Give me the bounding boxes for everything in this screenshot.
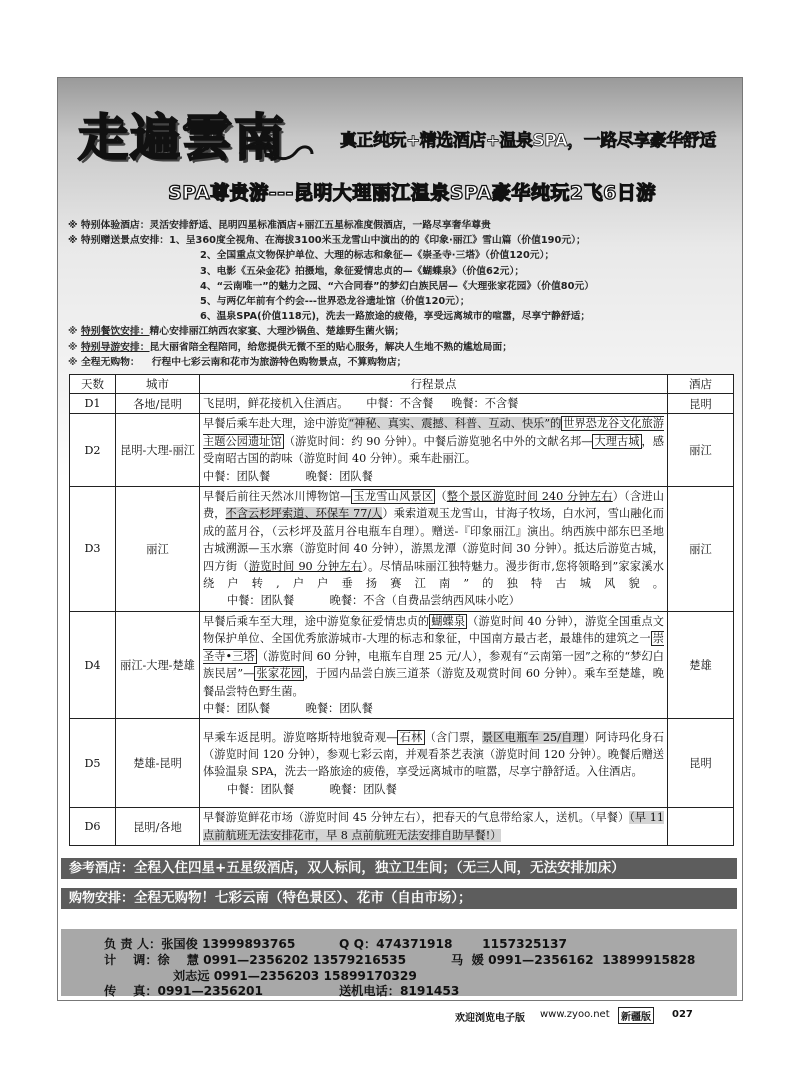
tour-title: SPA尊贵游---昆明大理丽江温泉SPA豪华纯玩2飞6日游 <box>168 182 656 204</box>
logo-title: 走遍雲南 <box>78 109 286 167</box>
note-gift-2: 2、全国重点文物保护单位、大理的标志和象征—《崇圣寺·三塔》（价值120元）； <box>200 250 555 262</box>
table-row: D4 丽江-大理-楚雄 早餐后乘车至大理，途中游览象征爱情忠贞的 蝴蝶泉 （游览时间 40 分钟），游览全国重点文物保护单位、全国优秀旅游城市-大理的标志和象征，中国南方最古老，最雄伟的建筑之一 崇圣寺•三塔 （游览时间 60 分钟，电瓶车自理 25 元/人），参观有“云南第一园”之称的“梦幻白族民居”— 张家花园 ，于园内品尝白族三道茶（游览及观赏时间 60 分钟）。乘车至楚雄，晚餐品尝特色野生菌。 中餐：团队餐 晚餐：团队餐 楚雄 <box>70 611 734 718</box>
note-gift-6: 6、温泉SPA(价值118元)，洗去一路旅途的疲倦，享受远离城市的喧嚣，尽享宁静舒适； <box>200 311 591 323</box>
contact-coordinator-3: 刘志远 0991—2356203 15899170329 <box>173 969 417 983</box>
header-city: 城市 <box>116 375 200 394</box>
note-guide: ※ 特别导游安排：昆大丽省陪全程陪同，给您提供无微不至的贴心服务，解决人生地不熟的尴尬局面； <box>68 341 512 353</box>
page-number: 027 <box>672 1009 693 1020</box>
attraction-box: 崇圣寺•三塔 <box>203 632 664 663</box>
note-shopping: ※ 全程无购物： 行程中七彩云南和花市为旅游特色购物景点，不算购物店； <box>68 356 407 368</box>
table-row: D1 各地/昆明 飞昆明，鲜花接机入住酒店。 中餐：不含餐 晚餐：不含餐 昆明 <box>70 394 734 414</box>
contact-send-off-phone: 送机电话：8191453 <box>339 984 460 998</box>
contact-qq: Q Q：474371918 1157325137 <box>339 937 567 951</box>
contact-lead: 负 责 人：张国俊 13999893765 <box>104 937 296 951</box>
attraction-box: 石林 <box>399 730 423 744</box>
header-hotel: 酒店 <box>668 375 734 394</box>
day-itinerary: 早餐后前往天然冰川博物馆— 玉龙雪山风景区 （整个景区游览时间 240 分钟左右）（含进山费，不含云杉坪索道、环保车 77/人）乘索道观玉龙雪山，甘海子牧场，白水河，雪山融化而成的蓝月谷，（云杉坪及蓝月谷电瓶车自理）。赠送-『印象丽江』演出。纳西族中部东巴圣地古城溯源—玉水寨（游览时间 40 分钟），游黑龙潭（游览时间 30 分钟）。抵达后游览古城，四方街（游览时间 90 分钟左右）。尽情品味丽江独特魅力。漫步街市,您将领略到”家家溪水绕户转,户户垂扬赛江南”的独特古城风貌。中餐：团队餐 晚餐：不含（自费品尝纳西风味小吃） <box>200 487 668 612</box>
table-row: D2 昆明-大理-丽江 早餐后乘车赴大理，途中游览“神秘、真实、震撼、科普、互动、快乐”的 世界恐龙谷文化旅游主题公园遗址馆 （游览时间：约 90 分钟）。中餐后游览驰名中外的文献名邦— 大理古城 ，感受南昭古国的韵味（游览时间 40 分钟）。乘车赴丽江。 中餐：团队餐 晚餐：团队餐 丽江 <box>70 414 734 487</box>
table-row: D6 昆明/各地 早餐游览鲜花市场（游览时间 45 分钟左右），把春天的气息带给家人，送机。（早餐）（早 11 点前航班无法安排花市，早 8 点前航班无法安排自助早餐!） <box>70 808 734 846</box>
day-itinerary: 早餐后乘车赴大理，途中游览“神秘、真实、震撼、科普、互动、快乐”的 世界恐龙谷文化旅游主题公园遗址馆 （游览时间：约 90 分钟）。中餐后游览驰名中外的文献名邦— 大理古城 ，感受南昭古国的韵味（游览时间 40 分钟）。乘车赴丽江。 中餐：团队餐 晚餐：团队餐 <box>200 414 668 487</box>
slogan: 真正纯玩+精选酒店+温泉SPA，一路尽享豪华舒适 <box>340 131 716 151</box>
contact-coordinator-2: 马 媛 0991—2356162 13899915828 <box>451 953 696 967</box>
day-itinerary: 飞昆明，鲜花接机入住酒店。 中餐：不含餐 晚餐：不含餐 <box>200 394 668 414</box>
day-itinerary: 早餐游览鲜花市场（游览时间 45 分钟左右），把春天的气息带给家人，送机。（早餐）（早 11 点前航班无法安排花市，早 8 点前航班无法安排自助早餐!） <box>200 808 668 846</box>
reference-hotel-bar: 参考酒店：全程入住四星+五星级酒店，双人标间，独立卫生间；（无三人间，无法安排加床） <box>61 858 737 879</box>
note-meal: ※ 特别餐饮安排：精心安排丽江纳西农家宴、大理沙锅鱼、楚雄野生菌火锅； <box>68 326 405 338</box>
footer-text: 欢迎浏览电子版 <box>455 1013 525 1024</box>
contact-fax: 传 真：0991—2356201 <box>104 984 264 998</box>
brochure-page <box>57 77 743 1001</box>
shopping-bar: 购物安排：全程无购物！七彩云南（特色景区）、花市（自由市场）； <box>61 888 737 909</box>
attraction-box: 玉龙雪山风景区 <box>353 490 434 504</box>
attraction-box: 大理古城 <box>594 434 640 448</box>
footer-url[interactable]: www.zyoo.net <box>540 1009 610 1020</box>
header-day: 天数 <box>70 375 116 394</box>
attraction-box: 张家花园 <box>256 667 303 681</box>
edition-badge: 新疆版 <box>618 1007 654 1024</box>
note-gift-4: 4、“云南唯一”的魅力之园、“六合同春”的梦幻白族民居—《大理张家花园》（价值80元） <box>200 280 594 292</box>
contact-coordinator-1: 计 调：徐 慧 0991—2356202 13579216535 <box>104 953 407 967</box>
note-hotel: ※ 特别体验酒店：灵活安排舒适、昆明四星标准酒店+丽江五星标准度假酒店，一路尽享奢华尊贵 <box>68 220 491 231</box>
day-itinerary: 早餐后乘车至大理，途中游览象征爱情忠贞的 蝴蝶泉 （游览时间 40 分钟），游览全国重点文物保护单位、全国优秀旅游城市-大理的标志和象征，中国南方最古老，最雄伟的建筑之一 崇圣寺•三塔 （游览时间 60 分钟，电瓶车自理 25 元/人），参观有“云南第一园”之称的“梦幻白族民居”— 张家花园 ，于园内品尝白族三道茶（游览及观赏时间 60 分钟）。乘车至楚雄，晚餐品尝特色野生菌。 中餐：团队餐 晚餐：团队餐 <box>200 611 668 718</box>
contact-panel <box>61 929 737 996</box>
attraction-box: 蝴蝶泉 <box>431 614 466 628</box>
day-itinerary: 早乘车返昆明。游览喀斯特地貌奇观— 石林 （含门票，景区电瓶车 25/自理）阿诗玛化身石（游览时间 120 分钟），参观七彩云南，并观看茶艺表演（游览时间 120 分钟）。晚餐后赠送体验温泉 SPA，洗去一路旅途的疲倦，享受远离城市的喧嚣，尽享宁静舒适。入住酒店。 中餐：团队餐 晚餐：团队餐 <box>200 719 668 808</box>
special-notes <box>68 218 738 370</box>
note-gift-1: ※ 特别赠送景点安排：1、呈360度全视角、在海拔3100米玉龙雪山中演出的的《印象·丽江》雪山篇（价值190元）； <box>68 235 586 247</box>
cloud-swirl-icon <box>236 136 316 166</box>
note-gift-3: 3、电影《五朵金花》拍摄地，象征爱情忠贞的—《蝴蝶泉》（价值62元）； <box>200 265 525 277</box>
table-row: D5 楚雄-昆明 早乘车返昆明。游览喀斯特地貌奇观— 石林 （含门票，景区电瓶车 25/自理）阿诗玛化身石（游览时间 120 分钟），参观七彩云南，并观看茶艺表演（游览时间 120 分钟）。晚餐后赠送体验温泉 SPA，洗去一路旅途的疲倦，享受远离城市的喧嚣，尽享宁静舒适。入住酒店。 中餐：团队餐 晚餐：团队餐 昆明 <box>70 719 734 808</box>
table-header-row <box>70 375 734 394</box>
itinerary-table <box>69 374 734 846</box>
header-itinerary: 行程景点 <box>200 375 668 394</box>
note-gift-5: 5、与两亿年前有个约会---世界恐龙谷遗址馆（价值120元）； <box>200 295 470 307</box>
attraction-box: 世界恐龙谷文化旅游主题公园遗址馆 <box>203 417 664 448</box>
table-row: D3 丽江 早餐后前往天然冰川博物馆— 玉龙雪山风景区 （整个景区游览时间 240 分钟左右）（含进山费，不含云杉坪索道、环保车 77/人）乘索道观玉龙雪山，甘海子牧场，白水河，雪山融化而成的蓝月谷，（云杉坪及蓝月谷电瓶车自理）。赠送-『印象丽江』演出。纳西族中部东巴圣地古城溯源—玉水寨（游览时间 40 分钟），游黑龙潭（游览时间 30 分钟）。抵达后游览古城，四方街（游览时间 90 分钟左右）。尽情品味丽江独特魅力。漫步街市,您将领略到”家家溪水绕户转,户户垂扬赛江南”的独特古城风貌。中餐：团队餐 晚餐：不含（自费品尝纳西风味小吃） 丽江 <box>70 487 734 612</box>
